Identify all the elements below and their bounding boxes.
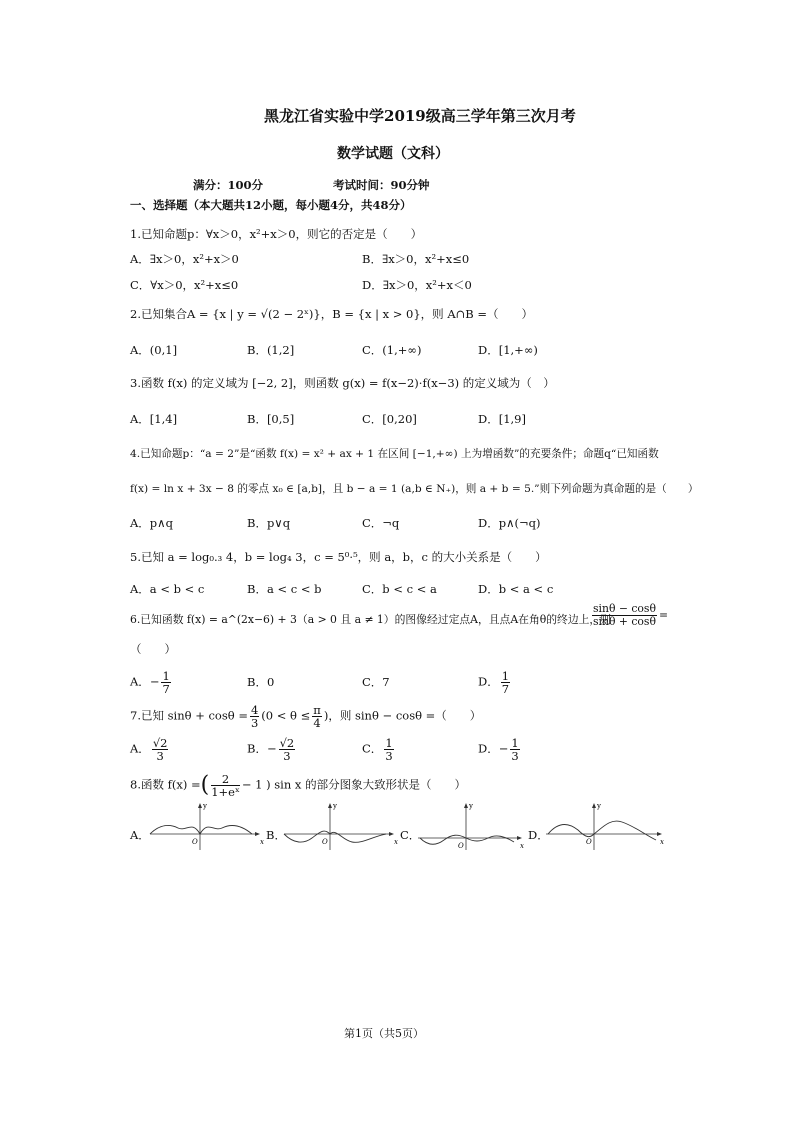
question-6-paren: （ ） — [130, 642, 176, 656]
question-5-option-a: A．a < b < c — [130, 582, 205, 596]
question-3-option-c: C．[0,20] — [362, 412, 417, 426]
question-2-option-d: D．[1,+∞) — [478, 343, 538, 357]
graph-d-x-label: x — [660, 838, 664, 846]
question-2-option-a: A．(0,1] — [130, 343, 178, 357]
question-6-stem: 6.已知函数 f(x) = a^(2x−6) + 3（a > 0 且 a ≠ 1）的图像经过定点A，且点A在角θ的终边上，则 — [130, 613, 612, 626]
question-3-option-d: D．[1,9] — [478, 412, 526, 426]
graph-a-y-label: y — [203, 802, 207, 810]
question-1-option-c: C．∀x＞0，x²+x≤0 — [130, 278, 239, 292]
question-8-label-b: B． — [266, 828, 286, 842]
question-4-line-2: f(x) = ln x + 3x − 8 的零点 x₀ ∈ [a,b]，且 b − a = 1 (a,b ∈ N₊)，则 a + b = 5.”则下列命题为真命题的是（ ） — [130, 483, 699, 495]
question-5-option-b: B．a < c < b — [247, 582, 322, 596]
question-6-option-a: A．− $\frac{1}{7}$ — [130, 669, 170, 696]
question-4-option-c: C．¬q — [362, 516, 400, 530]
graph-option-a — [148, 800, 266, 852]
question-5-option-d: D．b < a < c — [478, 582, 554, 596]
page-subtitle: 数学试题（文科） — [337, 146, 449, 162]
question-5-stem: 5.已知 a = log₀.₃ 4，b = log₄ 3，c = 5⁰·⁵，则 a，b，c 的大小关系是（ ） — [130, 550, 547, 564]
graph-option-c — [416, 800, 528, 852]
question-6-option-d: D． $\frac{1}{7}$ — [478, 669, 510, 696]
question-8-label-a: A． — [130, 828, 150, 842]
question-7-option-b: B．− $\frac{√2}{3}$ — [247, 736, 295, 763]
graph-option-b — [282, 800, 400, 852]
question-7-option-d: D．− $\frac{1}{3}$ — [478, 736, 519, 763]
question-4-option-b: B．p∨q — [247, 516, 291, 530]
graph-c-origin: O — [458, 842, 464, 850]
graph-option-d — [544, 800, 668, 852]
question-8-stem: 8.函数 f(x) =( $\frac{2}{\text{1+eˣ}}$ − 1 ) sin x 的部分图象大致形状是（ ） — [130, 772, 467, 799]
question-2-stem: 2.已知集合A = {x | y = √(2 − 2ˣ)}，B = {x | x > 0}，则 A∩B =（ ） — [130, 307, 534, 321]
question-4-line-1: 4.已知命题p：“a = 2”是“函数 f(x) = x² + ax + 1 在区间 [−1,+∞) 上为增函数”的充要条件；命题q“已知函数 — [130, 448, 659, 460]
question-2-option-b: B．(1,2] — [247, 343, 295, 357]
graph-d-y-label: y — [597, 802, 601, 810]
question-4-option-d: D．p∧(¬q) — [478, 516, 541, 530]
exam-time: 考试时间：90分钟 — [333, 178, 430, 192]
page-footer: 第1页（共5页） — [344, 1027, 424, 1040]
graph-d-origin: O — [586, 838, 592, 846]
graph-b-x-label: x — [394, 838, 398, 846]
section-heading: 一、选择题（本大题共12小题，每小题4分，共48分） — [130, 198, 412, 212]
question-6-frac-den: sinθ + cosθ — [593, 615, 656, 628]
question-1-option-a: A．∃x＞0，x²+x＞0 — [130, 252, 239, 266]
question-3-option-a: A．[1,4] — [130, 412, 178, 426]
question-6-fraction — [590, 603, 668, 628]
question-7-option-a: A． $\frac{√2}{3}$ — [130, 736, 168, 763]
question-6-option-b: B．0 — [247, 675, 275, 689]
graph-a-origin: O — [192, 838, 198, 846]
graph-b-origin: O — [322, 838, 328, 846]
question-5-option-c: C．b < c < a — [362, 582, 437, 596]
question-6-equals: = — [658, 608, 668, 622]
graph-a-x-label: x — [260, 838, 264, 846]
question-2-option-c: C．(1,+∞) — [362, 343, 422, 357]
question-8-label-d: D． — [528, 828, 549, 842]
graph-c-x-label: x — [520, 842, 524, 850]
question-7-option-c: C． $\frac{1}{3}$ — [362, 736, 393, 763]
question-6-option-c: C．7 — [362, 675, 390, 689]
exam-score: 满分：100分 — [193, 178, 264, 192]
question-4-option-a: A．p∧q — [130, 516, 173, 530]
question-7-stem: 7.已知 sinθ + cosθ = $\frac{4}{3}$ (0 < θ ≤ $\frac{\pi}{4}$ )，则 sinθ − cosθ =（ ） — [130, 703, 482, 730]
question-1-option-b: B．∃x＞0，x²+x≤0 — [362, 252, 470, 266]
question-6-frac-num: sinθ − cosθ — [593, 602, 656, 615]
graph-c-y-label: y — [469, 802, 473, 810]
question-1-option-d: D．∃x＞0，x²+x＜0 — [362, 278, 472, 292]
question-1-stem: 1.已知命题p：∀x＞0，x²+x＞0，则它的否定是（ ） — [130, 227, 423, 241]
question-3-option-b: B．[0,5] — [247, 412, 295, 426]
page-title: 黑龙江省实验中学2019级高三学年第三次月考 — [264, 107, 576, 125]
question-8-label-c: C． — [400, 828, 421, 842]
graph-b-y-label: y — [333, 802, 337, 810]
question-3-stem: 3.函数 f(x) 的定义域为 [−2, 2]，则函数 g(x) = f(x−2)·f(x−3) 的定义域为（ ） — [130, 376, 555, 390]
